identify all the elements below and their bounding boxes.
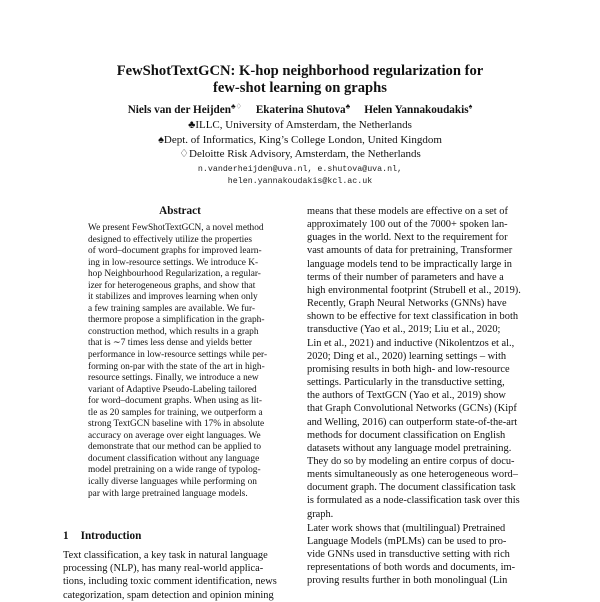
body-line: vide GNNs used in transductive setting with rich [307,549,510,561]
paper-title [40,63,560,97]
author-list [40,104,560,117]
body-line: language models tend to be impractically large in [307,258,512,270]
abstract-line: izer for heterogeneous graphs, and show that [88,280,256,291]
body-line: They do so by modeling an entire corpus of docu- [307,455,515,467]
section-number: 1 [63,530,69,542]
right-column-text [307,205,539,588]
abstract-line: hop Neighbourhood Regularization, a regular- [88,269,261,280]
abstract-line: construction method, which results in a graph [88,326,259,337]
section-heading-introduction [63,530,141,542]
abstract-line: par with large pretrained language models. [88,488,248,499]
abstract-line: model pretraining on a wide range of typolog- [88,465,261,476]
body-line: means that these models are effective on a set of [307,206,508,217]
email-line: helen.yannakoudakis@kcl.ac.uk [227,176,373,186]
body-line: terms of their number of parameters and have a [307,271,504,283]
abstract-line: designed to effectively utilize the properties [88,234,253,245]
abstract-line: resource settings. Finally, we introduce a new [88,373,259,384]
abstract-line: performance in low-resource settings while per- [88,350,268,361]
affiliation-line: ♢Deloitte Risk Advisory, Amsterdam, the Netherlands [179,148,421,161]
body-line: 2020; Ding et al., 2020) learning settings – with [307,350,507,362]
abstract-line: accuracy on average over eight languages. We [88,430,261,441]
body-line: that Graph Convolutional Networks (GCNs) (Kipf [307,403,517,415]
abstract-heading: Abstract [159,205,201,217]
abstract-line: it stabilizes and improves learning when only [88,292,258,303]
body-line: Language Models (mPLMs) can be used to pro- [307,535,507,547]
body-line: approximately 100 out of the 7000+ spoken lan- [307,219,508,231]
body-line: settings. Particularly in the transductive setting, [307,377,505,389]
body-line: graph. [307,508,334,520]
abstract-line: tle as 20 samples for training, we outperform a [88,407,263,418]
affiliation-line: ♣ILLC, University of Amsterdam, the Netherlands [188,119,412,131]
intro-line: tions, including toxic comment identification, news [63,576,277,588]
abstract-line: document classification without any language [88,453,260,464]
intro-line: processing (NLP), has many real-world applica- [63,563,264,575]
introduction-text [63,549,293,602]
body-line: Later work shows that (multilingual) Pretrained [307,522,506,534]
abstract-line: a few training samples are available. We fur- [88,303,256,314]
author-affiliation-marks: ♠ [468,102,473,111]
abstract-line: for word–document graphs. When using as lit- [88,396,262,407]
abstract-line: ically diverse languages while performing on [88,477,257,488]
abstract-line: thermore propose a simplification in the graph- [88,315,265,326]
intro-line: categorization, spam detection and opinion mining [63,589,274,601]
author-name: Helen Yannakoudakis [364,104,469,116]
abstract-line: We present FewShotTextGCN, a novel method [88,223,264,233]
body-line: ments simultaneously as one heterogeneous word– [307,469,518,481]
affiliations [40,118,560,162]
body-line: datasets without any language model pretraining. [307,442,512,454]
abstract-line: that is ∼7 times less dense and yields better [88,338,253,349]
body-line: methods for document classification on English [307,429,506,441]
abstract-line: strong TextGCN baseline with 17% in absolute [88,419,265,430]
author-affiliation-marks: ♣♢ [230,102,242,111]
author-name: Ekaterina Shutova [255,104,346,116]
body-line: proving results further in both monolingual (Lin [307,575,508,587]
body-line: representations of both words and documents, im- [307,562,516,574]
body-line: the authors of TextGCN (Yao et al., 2019) show [307,390,506,402]
abstract-line: variant of Adaptive Pseudo-Labeling tailored [88,384,257,395]
body-line: vast amounts of data for pretraining, Transformer [307,245,513,257]
body-line: high environmental footprint (Strubell et al., 2019). [307,284,521,296]
body-line: Lin et al., 2021) and inductive (Nikolentzos et al., [307,337,515,349]
abstract-line: ing in low-resource settings. We introduce K- [88,257,259,268]
body-line: is formulated as a node-classification task over this [307,495,520,507]
title-line-2: few-shot learning on graphs [213,80,387,96]
title-line-1: FewShotTextGCN: K-hop neighborhood regularization for [116,63,484,79]
body-line: shown to be effective for text classification in both [307,311,519,323]
abstract-line: demonstrate that our method can be applied to [88,442,262,453]
section-title: Introduction [80,530,142,542]
abstract-line: of word–document graphs for improved learn- [88,246,262,257]
body-line: transductive (Yao et al., 2019; Liu et al., 2020; [307,324,501,336]
author-emails [40,164,560,187]
body-line: promising results in both high- and low-resource [307,363,510,375]
author-name: Niels van der Heijden [127,104,231,116]
affiliation-line: ♠Dept. of Informatics, King’s College London, United Kingdom [158,133,442,146]
intro-line: Text classification, a key task in natural language [63,550,268,561]
email-line: n.vanderheijden@uva.nl, e.shutova@uva.nl, [197,165,403,174]
abstract-text [88,223,270,500]
author-affiliation-marks: ♣ [345,102,351,111]
body-line: document graph. The document classification task [307,482,516,494]
body-line: and Welling, 2016) can outperform state-of-the-art [307,416,518,428]
abstract-line: forming on-par with the state of the art in high- [88,361,265,372]
body-line: guages in the world. Next to the requirement for [307,232,508,244]
body-line: Recently, Graph Neural Networks (GNNs) have [307,298,507,310]
